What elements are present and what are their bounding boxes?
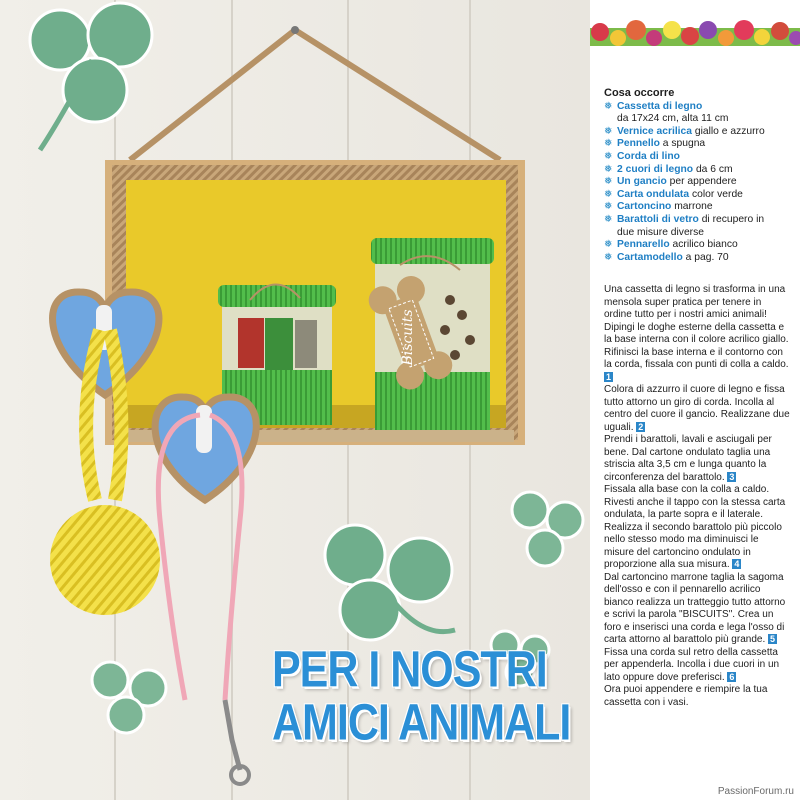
step-number-badge: 4 xyxy=(734,559,740,569)
title-line-2: AMICI ANIMALI xyxy=(272,694,571,752)
materials-item-detail: acrilico bianco xyxy=(669,239,738,251)
materials-item-detail: due misure diverse xyxy=(617,226,704,238)
materials-item-name: Cartamodello xyxy=(617,251,683,263)
materials-list xyxy=(604,87,794,264)
snowflake-bullet-icon: ❅ xyxy=(604,239,613,251)
step-number-badge: 6 xyxy=(729,671,735,682)
materials-item-name: Pennarello xyxy=(617,239,670,251)
materials-item xyxy=(604,126,794,139)
materials-item-name: Pennello xyxy=(617,138,660,150)
step-number-badge: 5 xyxy=(770,634,776,644)
materials-item-name: Carta ondulata xyxy=(617,188,690,200)
materials-item-detail: per appendere xyxy=(666,176,737,188)
materials-item-detail: giallo e azzurro xyxy=(692,125,765,137)
materials-item-detail: a spugna xyxy=(659,138,706,150)
snowflake-bullet-icon: ❅ xyxy=(604,100,613,112)
instruction-paragraph xyxy=(604,384,790,434)
materials-item-name: Un gancio xyxy=(617,176,667,188)
snowflake-bullet-icon: ❅ xyxy=(604,176,613,188)
instruction-text: Dipingi le doghe esterne della cassetta e la base interna con il colore acrilico giallo. Rifinisci la base interna e il contorno con la corda, fissala con punti di colla a caldo. xyxy=(604,321,789,370)
materials-item xyxy=(604,189,794,202)
instruction-paragraph xyxy=(604,572,790,647)
step-number-badge: 3 xyxy=(729,471,735,482)
materials-item xyxy=(604,201,794,214)
snowflake-bullet-icon: ❅ xyxy=(604,188,613,200)
instructions-text xyxy=(604,284,790,709)
instruction-text: Ora puoi appendere e riempire la tua cassetta con i vasi. xyxy=(604,684,768,708)
materials-title: Cosa occorre xyxy=(604,87,675,99)
materials-item-name: 2 cuori di legno xyxy=(617,163,694,175)
step-number-badge: 2 xyxy=(638,421,644,432)
instruction-paragraph xyxy=(604,434,790,484)
materials-item xyxy=(604,151,794,164)
materials-item xyxy=(604,227,794,240)
materials-item-name: Vernice acrilica xyxy=(617,125,692,137)
instructions-column xyxy=(590,0,800,800)
materials-item-name: Barattoli di vetro xyxy=(617,213,699,225)
instruction-text: Fissala alla base con la colla a caldo. Rivesti anche il tappo con la stessa carta ondulata, la parte sopra e il laterale. Realizza il secondo barattolo più piccolo nello stesso modo ma diminuisci le misure del cartoncino ondulato in proporzione alla sua misura. xyxy=(604,484,786,570)
instruction-paragraph xyxy=(604,322,790,385)
materials-item xyxy=(604,252,794,265)
step-number-badge: 1 xyxy=(606,371,612,382)
materials-item-name: Cassetta di legno xyxy=(617,100,703,112)
instruction-paragraph xyxy=(604,484,790,572)
materials-item xyxy=(604,176,794,189)
instruction-paragraph xyxy=(604,284,790,322)
instruction-text: Una cassetta di legno si trasforma in una mensola super pratica per tenere in ordine tutto per i nostri amici animali! xyxy=(604,284,786,320)
instruction-text: Prendi i barattoli, lavali e asciugali per bene. Dal cartone ondulato taglia una striscia alta 3,5 cm e lunga quanto la circonferenza del barattolo. xyxy=(604,434,772,483)
snowflake-bullet-icon: ❅ xyxy=(604,150,613,162)
materials-item xyxy=(604,101,794,114)
page-title xyxy=(272,641,571,752)
instruction-text: Fissa una corda sul retro della cassetta per appenderla. Incolla i due cuori in un lato oppure dove preferisci. xyxy=(604,646,780,683)
instruction-text: Dal cartoncino marrone taglia la sagoma dell'osso e con il pennarello acrilico bianco realizza un tratteggio tutto attorno e scrivi la parola "BISCUITS". Crea un foro e inserisci una corda e lega l'osso di carta attorno al barattolo più grande. xyxy=(604,571,786,645)
instruction-text: Colora di azzurro il cuore di legno e fissa tutto attorno un giro di corda. Incolla al centro del cuore il gancio. Realizzane due uguali. xyxy=(604,384,790,433)
instruction-paragraph xyxy=(604,684,790,709)
snowflake-bullet-icon: ❅ xyxy=(604,201,613,213)
materials-item xyxy=(604,214,794,227)
snowflake-bullet-icon: ❅ xyxy=(604,213,613,225)
watermark: PassionForum.ru xyxy=(717,786,794,797)
materials-item-detail: color verde xyxy=(689,188,743,200)
title-line-1: PER I NOSTRI xyxy=(272,641,547,699)
materials-item xyxy=(604,113,794,126)
snowflake-bullet-icon: ❅ xyxy=(604,163,613,175)
materials-item-detail: da 17x24 cm, alta 11 cm xyxy=(617,113,729,125)
materials-item xyxy=(604,138,794,151)
snowflake-bullet-icon: ❅ xyxy=(604,125,613,137)
materials-item xyxy=(604,164,794,177)
big-jar xyxy=(371,238,494,430)
materials-item xyxy=(604,239,794,252)
materials-item-name: Cartoncino xyxy=(617,201,672,213)
instruction-paragraph xyxy=(604,647,790,685)
materials-item-detail: marrone xyxy=(671,201,713,213)
materials-item-detail: a pag. 70 xyxy=(682,251,729,263)
materials-item-name: Corda di lino xyxy=(617,150,680,162)
biscuits-tag-text: Biscuits xyxy=(400,309,417,366)
materials-item-detail: di recupero in xyxy=(698,213,765,225)
flower-border-icon xyxy=(590,0,800,62)
snowflake-bullet-icon: ❅ xyxy=(604,251,613,263)
snowflake-bullet-icon: ❅ xyxy=(604,138,613,150)
materials-item-detail: da 6 cm xyxy=(693,163,733,175)
